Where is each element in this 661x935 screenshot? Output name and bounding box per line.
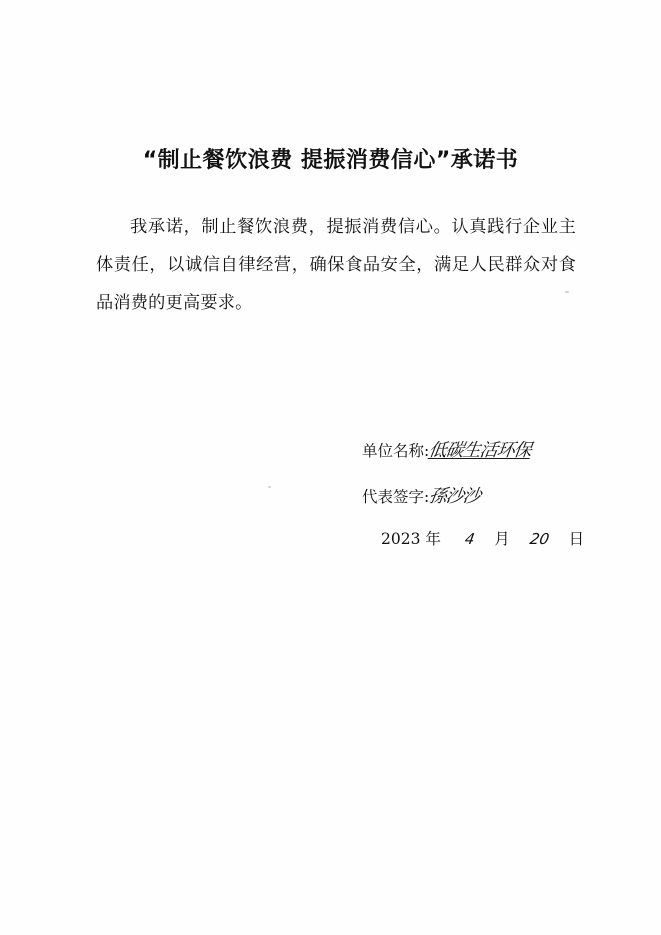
- representative-label: 代表签字:: [362, 488, 430, 506]
- date-month: 4: [463, 530, 476, 548]
- scan-speck: [565, 291, 569, 293]
- document-title: “制止餐饮浪费 提振消费信心”承诺书: [142, 148, 519, 173]
- scan-speck: [268, 486, 271, 488]
- date-year-unit: 年: [425, 530, 441, 548]
- date-month-unit: 月: [494, 530, 510, 548]
- representative-signature: 孫沙沙: [427, 486, 482, 507]
- date-line: [381, 527, 584, 549]
- unit-name-label: 单位名称:: [362, 442, 430, 460]
- date-day-unit: 日: [568, 530, 585, 548]
- commitment-body: 我承诺，制止餐饮浪费，提振消费信心。认真践行企业主体责任，以诚信自律经营，确保食品安全，满足人民群众对食品消费的更高要求。: [96, 217, 576, 313]
- date-year: 2023: [381, 530, 421, 548]
- date-day: 20: [528, 530, 551, 548]
- unit-name-line: [362, 436, 531, 462]
- unit-name-handwritten: 低碳生活环保: [427, 440, 533, 461]
- representative-line: [362, 482, 480, 508]
